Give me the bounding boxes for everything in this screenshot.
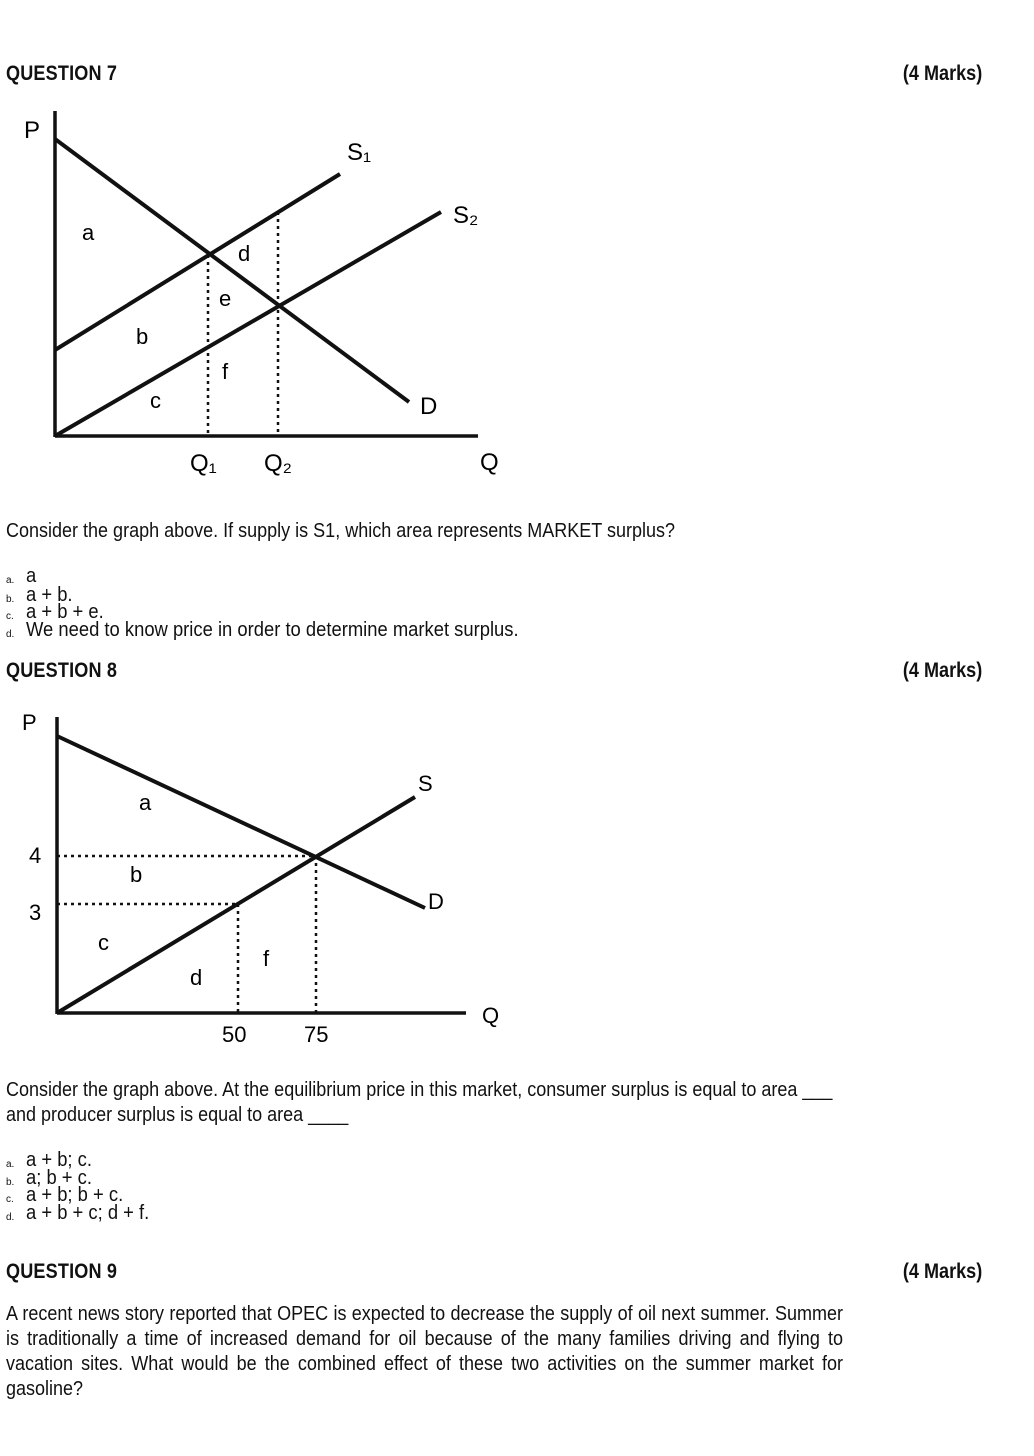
q8-p-axis-label: P xyxy=(22,710,37,735)
q7-area-e: e xyxy=(219,286,232,311)
q7-s2-label: S₂ xyxy=(453,202,479,229)
q8-option-d-letter: d. xyxy=(6,1212,15,1223)
q8-price-3-label: 3 xyxy=(29,900,42,925)
q8-area-c: c xyxy=(98,930,109,955)
q7-p-axis-label: P xyxy=(24,117,41,144)
q8-option-c-letter: c. xyxy=(6,1194,14,1205)
q7-option-d-text: We need to know price in order to determine market surplus. xyxy=(26,619,519,641)
q7-demand-line xyxy=(55,139,409,402)
q7-supply-s1-line xyxy=(55,174,340,350)
q8-option-b-letter: b. xyxy=(6,1177,15,1188)
q8-option-b-text: a; b + c. xyxy=(26,1167,92,1189)
q8-qty-75-label: 75 xyxy=(304,1022,329,1047)
question-8-heading: QUESTION 8 xyxy=(6,659,118,682)
question-8-stem-line-2: and producer surplus is equal to area ____ xyxy=(6,1104,349,1126)
question-7-graph xyxy=(0,100,520,485)
q8-area-d: d xyxy=(190,965,203,990)
q8-option-d-text: a + b + c; d + f. xyxy=(26,1202,150,1224)
question-8-stem-line-1: Consider the graph above. At the equilibrium price in this market, consumer surplus is equal to area ___ xyxy=(6,1079,833,1101)
q8-supply-line xyxy=(57,797,415,1013)
q7-option-d-letter: d. xyxy=(6,629,15,640)
q7-area-b: b xyxy=(136,324,149,349)
q7-q2-label: Q₂ xyxy=(264,450,292,477)
q7-area-d: d xyxy=(238,241,251,266)
q7-option-c-letter: c. xyxy=(6,611,14,622)
q7-option-a-text: a xyxy=(26,565,37,587)
question-9-paragraph: A recent news story reported that OPEC is expected to decrease the supply of oil next summer. Summer is traditionally a time of increased demand for oil because of the many families driving and flying to vacation sites. What would be the combined effect of these two activities on the summer market for gasoline? xyxy=(6,1303,843,1400)
q8-option-a-letter: a. xyxy=(6,1159,15,1170)
question-9-heading: QUESTION 9 xyxy=(6,1260,118,1283)
question-7-stem: Consider the graph above. If supply is S1, which area represents MARKET surplus? xyxy=(6,520,676,542)
question-8-graph xyxy=(0,705,520,1055)
q8-q-axis-label: Q xyxy=(482,1003,500,1028)
q7-option-c-text: a + b + e. xyxy=(26,601,104,623)
q8-area-b: b xyxy=(130,862,143,887)
q7-option-b-letter: b. xyxy=(6,594,15,605)
q7-area-c: c xyxy=(150,388,161,413)
q7-option-b-text: a + b. xyxy=(26,584,73,606)
q8-area-a: a xyxy=(139,790,152,815)
q7-q-axis-label: Q xyxy=(480,449,499,476)
q8-s-label: S xyxy=(418,771,433,796)
q8-area-f: f xyxy=(263,946,270,971)
q7-d-label: D xyxy=(420,393,438,420)
q7-area-a: a xyxy=(82,220,95,245)
question-9-marks: (4 Marks) xyxy=(902,1260,982,1283)
q8-d-label: D xyxy=(428,889,444,914)
q7-option-a-letter: a. xyxy=(6,575,15,586)
question-7-marks: (4 Marks) xyxy=(902,62,982,85)
q7-q1-label: Q₁ xyxy=(190,450,217,477)
q8-qty-50-label: 50 xyxy=(222,1022,247,1047)
q8-price-4-label: 4 xyxy=(29,843,42,868)
q8-option-c-text: a + b; b + c. xyxy=(26,1184,124,1206)
q7-s1-label: S₁ xyxy=(347,139,372,166)
question-8-marks: (4 Marks) xyxy=(902,659,982,682)
q7-area-f: f xyxy=(222,359,229,384)
question-7-heading: QUESTION 7 xyxy=(6,62,118,85)
q8-option-a-text: a + b; c. xyxy=(26,1149,92,1171)
